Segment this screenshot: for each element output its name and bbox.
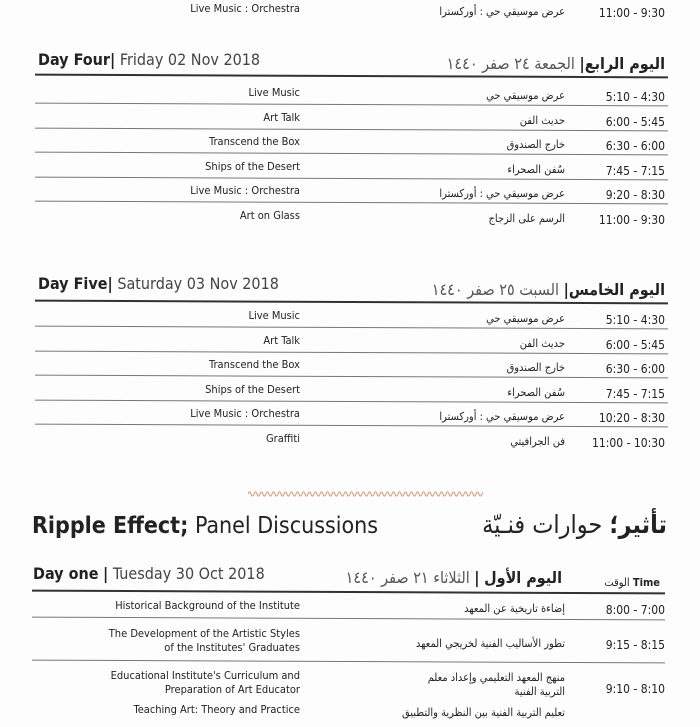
row-ar: عرض موسيقي حي bbox=[486, 312, 565, 325]
row-en: Preparation of Art Educator bbox=[164, 683, 300, 696]
row-en: Art on Glass bbox=[239, 208, 300, 222]
row-ar: فن الجرافيتي bbox=[510, 434, 565, 448]
row-ar: سُفن الصحراء bbox=[507, 385, 565, 399]
day-one-heading-ar: اليوم الأول | الثلاثاء ٢١ صفر ١٤٤٠ bbox=[345, 568, 562, 587]
divider bbox=[35, 326, 668, 330]
row-ar: عرض موسيقي حي : أوركسترا bbox=[439, 187, 565, 200]
panel-title-en: Ripple Effect; Panel Discussions bbox=[32, 513, 379, 539]
row-time: 11:00 - 10:30 bbox=[592, 435, 665, 450]
day-five-heading-ar: اليوم الخامس| السبت ٢٥ صفر ١٤٤٠ bbox=[431, 280, 665, 299]
row-ar: حديث الفن bbox=[519, 336, 565, 350]
row-time: 9:10 - 8:10 bbox=[605, 682, 665, 696]
top-row-en: Live Music : Orchestra bbox=[190, 2, 300, 15]
row-time: 9:15 - 8:15 bbox=[605, 638, 665, 652]
time-column-label: الوقت Time bbox=[604, 576, 660, 589]
row-en: Educational Institute's Curriculum and bbox=[110, 669, 300, 682]
row-en: Art Talk bbox=[263, 110, 300, 124]
row-time: 9:20 - 8:30 bbox=[605, 188, 665, 202]
row-en: Transcend the Box bbox=[209, 358, 300, 371]
row-en: Live Music : Orchestra bbox=[190, 184, 300, 197]
row-ar: منهج المعهد التعليمي وإعداد معلم bbox=[427, 671, 565, 684]
row-time: 10:20 - 8:30 bbox=[598, 411, 665, 425]
divider bbox=[32, 617, 665, 621]
divider bbox=[35, 152, 668, 156]
row-en: Teaching Art: Theory and Practice bbox=[133, 703, 300, 716]
row-ar: تعليم التربية الفنية بين النظرية والتطبيق bbox=[402, 706, 565, 719]
row-time: 5:10 - 4:30 bbox=[605, 90, 665, 104]
day-one-heading-en: Day one | Tuesday 30 Oct 2018 bbox=[33, 564, 265, 583]
day-five-heading-en: Day Five| Saturday 03 Nov 2018 bbox=[38, 274, 279, 293]
divider bbox=[35, 424, 668, 428]
row-ar: إضاءة تاريخية عن المعهد bbox=[464, 602, 565, 615]
row-en: Historical Background of the Institute bbox=[115, 599, 300, 612]
divider bbox=[35, 176, 668, 180]
row-en: Graffiti bbox=[266, 431, 300, 445]
day-four-heading-en: Day Four| Friday 02 Nov 2018 bbox=[38, 50, 261, 69]
row-en: Live Music bbox=[248, 309, 300, 322]
day-four-heading-ar: اليوم الرابع| الجمعة ٢٤ صفر ١٤٤٠ bbox=[446, 54, 665, 73]
divider bbox=[35, 399, 668, 403]
row-time: 6:30 - 6:00 bbox=[605, 139, 665, 153]
row-en: Live Music bbox=[248, 86, 300, 99]
row-en: Live Music : Orchestra bbox=[190, 407, 300, 420]
row-ar: خارج الصندوق bbox=[506, 361, 565, 374]
row-time: 7:45 - 7:15 bbox=[605, 386, 665, 401]
panel-title-ar: تأثير؛ حوارات فنـيّة bbox=[482, 510, 667, 539]
divider bbox=[35, 74, 668, 78]
row-ar: حديث الفن bbox=[519, 113, 565, 127]
row-en: Ships of the Desert bbox=[205, 159, 300, 173]
row-time: 6:00 - 5:45 bbox=[605, 337, 665, 352]
row-time: 8:00 - 7:00 bbox=[605, 603, 665, 617]
row-time: 6:00 - 5:45 bbox=[605, 114, 665, 129]
divider bbox=[35, 127, 668, 131]
divider bbox=[32, 590, 665, 594]
divider bbox=[35, 103, 668, 107]
row-ar: عرض موسيقي حي : أوركسترا bbox=[439, 410, 565, 423]
row-en: The Development of the Artistic Styles bbox=[108, 627, 300, 640]
row-ar: تطور الأساليب الفنية لخريجي المعهد bbox=[415, 637, 565, 650]
divider bbox=[35, 201, 668, 205]
row-en: Transcend the Box bbox=[209, 135, 300, 148]
divider bbox=[32, 660, 665, 664]
top-row-time: 11:00 - 9:30 bbox=[598, 6, 665, 20]
row-ar: خارج الصندوق bbox=[506, 138, 565, 151]
row-ar: الرسم على الزجاج bbox=[488, 211, 565, 225]
top-row-ar: عرض موسيقي حي : أوركسترا bbox=[439, 5, 565, 18]
row-ar: سُفن الصحراء bbox=[507, 162, 565, 176]
row-time: 7:45 - 7:15 bbox=[605, 163, 665, 178]
divider bbox=[35, 300, 668, 304]
row-time: 6:30 - 6:00 bbox=[605, 362, 665, 376]
divider bbox=[35, 350, 668, 354]
row-time: 11:00 - 9:30 bbox=[598, 212, 665, 227]
row-time: 5:10 - 4:30 bbox=[605, 313, 665, 327]
row-en: Art Talk bbox=[263, 333, 300, 347]
divider bbox=[35, 375, 668, 379]
row-en: Ships of the Desert bbox=[205, 382, 300, 396]
row-ar: عرض موسيقي حي bbox=[486, 89, 565, 102]
wavy-divider-icon bbox=[248, 490, 483, 498]
row-en: of the Institutes' Graduates bbox=[164, 641, 300, 654]
row-ar: التربية الفنية bbox=[514, 685, 565, 698]
